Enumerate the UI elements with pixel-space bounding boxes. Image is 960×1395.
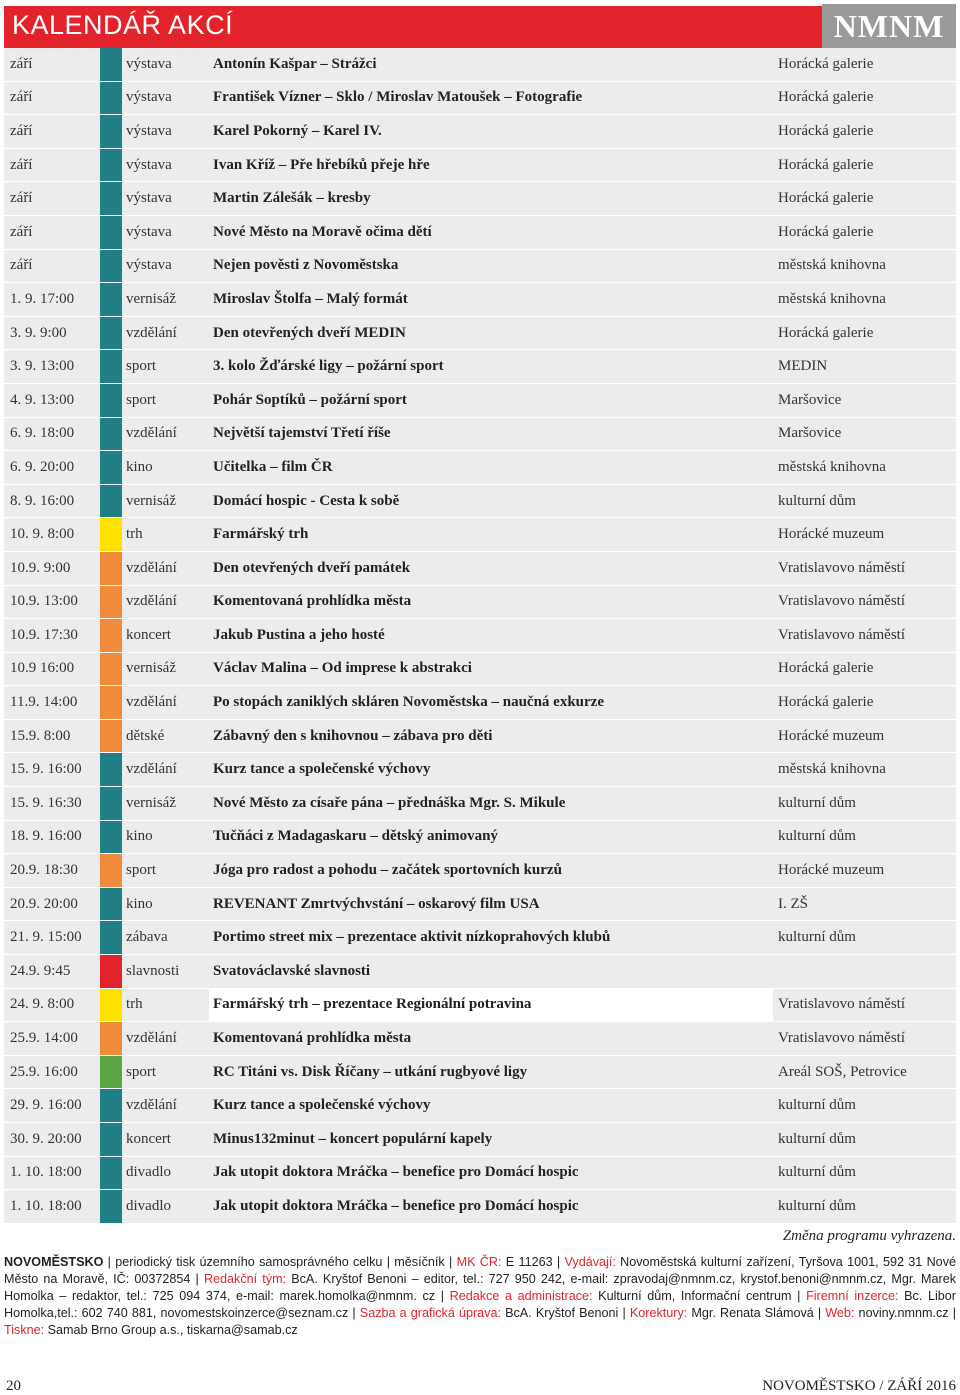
imprint-segment: Mgr. Renata Slámová | — [687, 1306, 826, 1320]
event-place: kulturní dům — [778, 794, 856, 811]
event-type: vzdělání — [126, 761, 177, 778]
imprint-segment: MK ČR: — [456, 1255, 502, 1269]
event-type: sport — [126, 391, 156, 408]
event-row — [4, 787, 956, 821]
event-date: 3. 9. 9:00 — [10, 324, 67, 341]
event-type: kino — [126, 828, 153, 845]
category-color-bar — [100, 350, 122, 383]
category-color-bar — [100, 552, 122, 585]
event-title: Portimo street mix – prezentace aktivit nízkoprahových klubů — [213, 929, 611, 946]
event-place: Horácká galerie — [778, 190, 874, 207]
event-title: Jakub Pustina a jeho hosté — [213, 626, 385, 643]
category-color-bar — [100, 149, 122, 182]
event-type: vzdělání — [126, 324, 177, 341]
event-title: Nové Město za císaře pána – přednáška Mgr. S. Mikule — [213, 794, 566, 811]
imprint — [4, 1254, 956, 1339]
event-row — [4, 686, 956, 720]
imprint-segment: Novoměstská kulturní zařízení, Tyršova 1001, 592 31 Nové Město na Moravě, IČ: 00372854 | — [4, 1255, 956, 1286]
category-color-bar — [100, 955, 122, 988]
event-place: kulturní dům — [778, 929, 856, 946]
event-title: Po stopách zaniklých skláren Novoměstska – naučná exkurze — [213, 694, 604, 711]
event-type: vernisáž — [126, 794, 176, 811]
event-date: září — [10, 89, 33, 106]
event-place: Horácká galerie — [778, 122, 874, 139]
page-title: KALENDÁŘ AKCÍ — [12, 10, 234, 40]
category-color-bar — [100, 1022, 122, 1055]
event-title: Kurz tance a společenské výchovy — [213, 761, 431, 778]
event-type: vzdělání — [126, 425, 177, 442]
category-color-bar — [100, 182, 122, 215]
event-date: 11.9. 14:00 — [10, 694, 78, 711]
event-type: vzdělání — [126, 593, 177, 610]
event-row — [4, 1157, 956, 1191]
category-color-bar — [100, 418, 122, 451]
event-date: září — [10, 122, 33, 139]
event-type: vernisáž — [126, 290, 176, 307]
event-row — [4, 586, 956, 620]
imprint-segment: BcA. Kryštof Benoni – editor, tel.: 727 950 242, e-mail: zpravodaj@nmnm.cz, krystof.benoni@nmnm.cz, Mgr. Marek Homolka – redaktor, tel.: 725 094 374, e-mail: marek.homolka@nmnm. cz | — [4, 1272, 956, 1303]
category-color-bar — [100, 720, 122, 753]
calendar-header — [4, 6, 956, 49]
event-place: Vratislavovo náměstí — [778, 996, 905, 1013]
event-type: výstava — [126, 257, 172, 274]
nmnm-logo: NMNM — [822, 4, 956, 50]
event-place: Horácké muzeum — [778, 727, 885, 744]
event-type: vernisáž — [126, 660, 176, 677]
event-place: Horácká galerie — [778, 156, 874, 173]
event-place: městská knihovna — [778, 257, 886, 274]
event-type: zábava — [126, 929, 168, 946]
event-place: kulturní dům — [778, 1197, 856, 1214]
category-color-bar — [100, 48, 122, 81]
event-place: městská knihovna — [778, 458, 886, 475]
category-color-bar — [100, 586, 122, 619]
category-color-bar — [100, 888, 122, 921]
event-date: září — [10, 190, 33, 207]
category-color-bar — [100, 989, 122, 1022]
event-place: kulturní dům — [778, 492, 856, 509]
event-place: Horácká galerie — [778, 324, 874, 341]
event-place: Horácká galerie — [778, 660, 874, 677]
event-place: Maršovice — [778, 391, 842, 408]
event-type: výstava — [126, 89, 172, 106]
event-place: Vratislavovo náměstí — [778, 1030, 905, 1047]
event-date: 25.9. 16:00 — [10, 1063, 78, 1080]
imprint-segment: Tiskne: — [4, 1323, 45, 1337]
event-title: RC Titáni vs. Disk Říčany – utkání rugbyové ligy — [213, 1063, 528, 1080]
event-place: Vratislavovo náměstí — [778, 559, 905, 576]
event-type: koncert — [126, 626, 171, 643]
category-color-bar — [100, 82, 122, 115]
category-color-bar — [100, 216, 122, 249]
event-type: trh — [126, 526, 143, 543]
event-type: koncert — [126, 1130, 171, 1147]
category-color-bar — [100, 921, 122, 954]
event-row — [4, 1123, 956, 1157]
event-date: 1. 10. 18:00 — [10, 1197, 82, 1214]
event-row — [4, 753, 956, 787]
event-title: Antonín Kašpar – Strážci — [213, 55, 377, 72]
event-row — [4, 1190, 956, 1224]
event-type: sport — [126, 1063, 156, 1080]
event-title: Jak utopit doktora Mráčka – benefice pro Domácí hospic — [213, 1164, 579, 1181]
event-place: Areál SOŠ, Petrovice — [778, 1063, 907, 1080]
event-row — [4, 317, 956, 351]
event-title: Pohár Soptíků – požární sport — [213, 391, 407, 408]
event-row — [4, 82, 956, 116]
event-title: Nové Město na Moravě očima dětí — [213, 223, 432, 240]
event-title: Minus132minut – koncert populární kapely — [213, 1130, 493, 1147]
category-color-bar — [100, 1190, 122, 1223]
event-type: výstava — [126, 223, 172, 240]
event-type: divadlo — [126, 1164, 171, 1181]
imprint-segment: noviny.nmnm.cz | — [854, 1306, 957, 1320]
event-row — [4, 955, 956, 989]
event-place: MEDIN — [778, 358, 828, 375]
event-type: sport — [126, 358, 156, 375]
event-row — [4, 653, 956, 687]
event-title: Karel Pokorný – Karel IV. — [213, 122, 382, 139]
category-color-bar — [100, 787, 122, 820]
imprint-segment: Sazba a grafická úprava: — [359, 1306, 501, 1320]
event-date: září — [10, 55, 33, 72]
event-row — [4, 485, 956, 519]
event-row — [4, 1022, 956, 1056]
event-row — [4, 182, 956, 216]
category-color-bar — [100, 1123, 122, 1156]
event-date: 15.9. 8:00 — [10, 727, 71, 744]
imprint-segment: E 11263 | — [501, 1255, 565, 1269]
imprint-segment: Korektury: — [629, 1306, 688, 1320]
event-date: 24. 9. 8:00 — [10, 996, 75, 1013]
event-date: 1. 10. 18:00 — [10, 1164, 82, 1181]
event-row — [4, 149, 956, 183]
event-date: 1. 9. 17:00 — [10, 290, 75, 307]
category-color-bar — [100, 283, 122, 316]
event-title: Zábavný den s knihovnou – zábava pro děti — [213, 727, 493, 744]
event-date: září — [10, 156, 33, 173]
event-type: výstava — [126, 190, 172, 207]
event-date: září — [10, 223, 33, 240]
event-row — [4, 384, 956, 418]
event-place: kulturní dům — [778, 1164, 856, 1181]
event-date: září — [10, 257, 33, 274]
event-date: 30. 9. 20:00 — [10, 1130, 82, 1147]
page-number: 20 — [6, 1378, 21, 1394]
category-color-bar — [100, 821, 122, 854]
event-place: městská knihovna — [778, 761, 886, 778]
event-type: kino — [126, 458, 153, 475]
event-title: Farmářský trh – prezentace Regionální potravina — [213, 996, 532, 1013]
category-color-bar — [100, 1157, 122, 1190]
event-title: František Vízner – Sklo / Miroslav Matoušek – Fotografie — [213, 89, 583, 106]
imprint-segment: Redakce a administrace: — [449, 1289, 593, 1303]
event-type: sport — [126, 862, 156, 879]
imprint-segment: Web: — [825, 1306, 855, 1320]
event-title: Jóga pro radost a pohodu – začátek sportovních kurzů — [213, 862, 562, 879]
event-row — [4, 552, 956, 586]
event-place: Horácká galerie — [778, 89, 874, 106]
event-title: Miroslav Štolfa – Malý formát — [213, 290, 408, 307]
event-title: Nejen pověsti z Novoměstska — [213, 257, 399, 274]
event-row — [4, 48, 956, 82]
event-date: 10.9 16:00 — [10, 660, 75, 677]
event-date: 6. 9. 18:00 — [10, 425, 75, 442]
event-row — [4, 350, 956, 384]
category-color-bar — [100, 619, 122, 652]
event-date: 20.9. 20:00 — [10, 895, 78, 912]
category-color-bar — [100, 686, 122, 719]
event-type: vernisáž — [126, 492, 176, 509]
category-color-bar — [100, 1056, 122, 1089]
event-date: 3. 9. 13:00 — [10, 358, 75, 375]
event-date: 25.9. 14:00 — [10, 1030, 78, 1047]
imprint-segment: Kulturní dům, Informační centrum | — [592, 1289, 807, 1303]
event-place: kulturní dům — [778, 1097, 856, 1114]
event-title: Největší tajemství Třetí říše — [213, 425, 391, 442]
event-title: 3. kolo Žďárské ligy – požární sport — [213, 358, 444, 375]
event-place: Horácká galerie — [778, 55, 874, 72]
event-place: Horácká galerie — [778, 694, 874, 711]
event-place — [778, 955, 956, 988]
event-type: trh — [126, 996, 143, 1013]
event-place: Vratislavovo náměstí — [778, 593, 905, 610]
event-date: 20.9. 18:30 — [10, 862, 78, 879]
category-color-bar — [100, 317, 122, 350]
imprint-segment: NOVOMĚSTSKO — [4, 1255, 104, 1269]
event-type: dětské — [126, 727, 165, 744]
events-table — [4, 48, 956, 1224]
event-place: městská knihovna — [778, 290, 886, 307]
event-type: divadlo — [126, 1197, 171, 1214]
category-color-bar — [100, 653, 122, 686]
category-color-bar — [100, 518, 122, 551]
imprint-segment: Redakční tým: — [203, 1272, 287, 1286]
event-row — [4, 921, 956, 955]
event-date: 21. 9. 15:00 — [10, 929, 82, 946]
event-date: 10.9. 17:30 — [10, 626, 78, 643]
imprint-segment: Vydávají: — [564, 1255, 616, 1269]
event-row — [4, 720, 956, 754]
event-place: Horácké muzeum — [778, 526, 885, 543]
event-type: kino — [126, 895, 153, 912]
event-type: výstava — [126, 156, 172, 173]
event-title: Den otevřených dveří památek — [213, 559, 411, 576]
event-place: Vratislavovo náměstí — [778, 626, 905, 643]
event-row — [4, 619, 956, 653]
event-type: výstava — [126, 122, 172, 139]
event-type: vzdělání — [126, 694, 177, 711]
event-title: Jak utopit doktora Mráčka – benefice pro Domácí hospic — [213, 1197, 579, 1214]
event-date: 29. 9. 16:00 — [10, 1097, 82, 1114]
event-title: Martin Zálešák – kresby — [213, 190, 371, 207]
event-type: výstava — [126, 55, 172, 72]
event-title: Svatováclavské slavnosti — [213, 962, 371, 979]
category-color-bar — [100, 451, 122, 484]
category-color-bar — [100, 854, 122, 887]
event-title: Tučňáci z Madagaskaru – dětský animovaný — [213, 828, 498, 845]
event-title: Učitelka – film ČR — [213, 458, 333, 475]
imprint-segment: Firemní inzerce: — [806, 1289, 899, 1303]
category-color-bar — [100, 485, 122, 518]
issue-label: NOVOMĚSTSKO / ZÁŘÍ 2016 — [762, 1378, 956, 1394]
event-row — [4, 518, 956, 552]
category-color-bar — [100, 753, 122, 786]
event-row — [4, 989, 956, 1023]
event-type: vzdělání — [126, 1030, 177, 1047]
category-color-bar — [100, 384, 122, 417]
event-place: I. ZŠ — [778, 895, 808, 912]
event-title: Ivan Kříž – Pře hřebíků přeje hře — [213, 156, 430, 173]
event-type: vzdělání — [126, 1097, 177, 1114]
event-place: Horácká galerie — [778, 223, 874, 240]
event-row — [4, 1056, 956, 1090]
event-row — [4, 418, 956, 452]
event-type: slavnosti — [126, 962, 180, 979]
event-date: 24.9. 9:45 — [10, 962, 71, 979]
event-date: 8. 9. 16:00 — [10, 492, 75, 509]
event-type: vzdělání — [126, 559, 177, 576]
event-date: 10.9. 13:00 — [10, 593, 78, 610]
event-title: Václav Malina – Od imprese k abstrakci — [213, 660, 472, 677]
event-title: Kurz tance a společenské výchovy — [213, 1097, 431, 1114]
category-color-bar — [100, 250, 122, 283]
event-row — [4, 451, 956, 485]
event-date: 6. 9. 20:00 — [10, 458, 75, 475]
imprint-segment: | periodický tisk územního samosprávného celku | měsíčník | — [103, 1255, 457, 1269]
event-title: Farmářský trh — [213, 526, 309, 543]
event-row — [4, 216, 956, 250]
event-place: Maršovice — [778, 425, 842, 442]
event-title: Komentovaná prohlídka města — [213, 593, 412, 610]
category-color-bar — [100, 115, 122, 148]
event-date: 10.9. 9:00 — [10, 559, 71, 576]
event-row — [4, 854, 956, 888]
event-title: Komentovaná prohlídka města — [213, 1030, 412, 1047]
imprint-segment: Samab Brno Group a.s., tiskarna@samab.cz — [44, 1323, 298, 1337]
category-color-bar — [100, 1089, 122, 1122]
event-place: kulturní dům — [778, 828, 856, 845]
event-date: 18. 9. 16:00 — [10, 828, 82, 845]
event-title: REVENANT Zmrtvýchvstání – oskarový film USA — [213, 895, 540, 912]
event-place: kulturní dům — [778, 1130, 856, 1147]
event-date: 4. 9. 13:00 — [10, 391, 75, 408]
program-change-note: Změna programu vyhrazena. — [782, 1228, 956, 1244]
imprint-segment: Bc. Libor Homolka,tel.: 602 740 881, novomestskoinzerce@seznam.cz | — [4, 1289, 956, 1320]
event-title: Den otevřených dveří MEDIN — [213, 324, 406, 341]
event-row — [4, 1089, 956, 1123]
event-date: 15. 9. 16:30 — [10, 794, 82, 811]
event-date: 15. 9. 16:00 — [10, 761, 82, 778]
event-row — [4, 283, 956, 317]
event-place: Horácké muzeum — [778, 862, 885, 879]
event-date: 10. 9. 8:00 — [10, 526, 75, 543]
event-row — [4, 115, 956, 149]
event-row — [4, 888, 956, 922]
event-row — [4, 821, 956, 855]
event-row — [4, 250, 956, 284]
event-title: Domácí hospic - Cesta k sobě — [213, 492, 400, 509]
imprint-segment: BcA. Kryštof Benoni | — [500, 1306, 630, 1320]
